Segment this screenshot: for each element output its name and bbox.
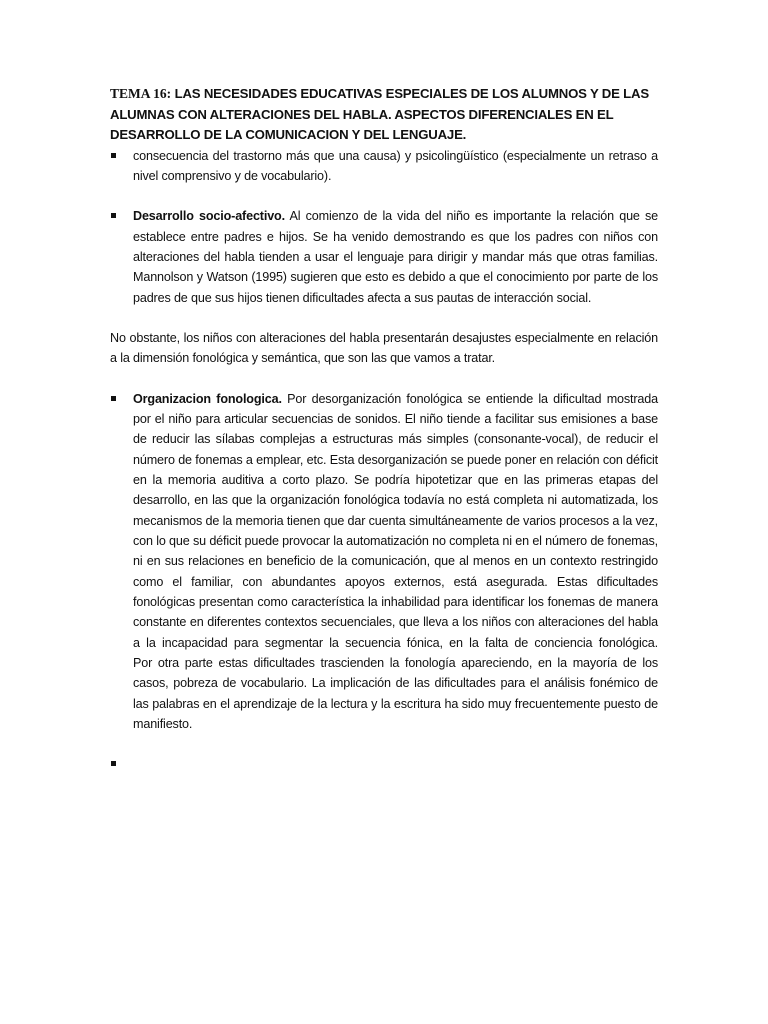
bullet-item-2 — [110, 206, 658, 308]
title-prefix: TEMA 16: — [110, 86, 172, 101]
document-title — [110, 84, 658, 146]
bullet1-text: consecuencia del trastorno más que una causa) y psicolingüístico (especialmente un retraso a nivel comprensivo y de vocabulario). — [133, 148, 658, 183]
bullet-item-empty — [110, 754, 658, 774]
bullet3-heading: Organizacion fonologica. — [133, 391, 282, 406]
paragraph — [110, 328, 658, 369]
bullet-item-3 — [110, 389, 692, 735]
document-page — [110, 84, 692, 774]
bullet3-text: Por desorganización fonológica se entiende la dificultad mostrada por el niño para articular secuencias de sonidos. El niño tiende a facilitar sus emisiones a base de reducir las sílabas complejas a estructuras más simples (consonante-vocal), de reducir el número de fonemas a emplear, etc. Esta desorganización se puede poner en relación con déficit en la memoria auditiva a corto plazo. Se podría hipotetizar que en las primeras etapas del desarrollo, en las que la organización fonológica todavía no está completa ni automatizada, los mecanismos de la memoria tienen que dar cuenta simultáneamente de varios procesos a la vez, con lo que su déficit puede provocar la automatización no completa ni en el número de fonemas, ni en sus relaciones en beneficio de la comunicación, que al menos en un contexto restringido como el familiar, con abundantes apoyos externos, está asegurada. Estas dificultades fonológicas presentan como característica la inhabilidad para identificar los fonemas de manera constante en diferentes contextos secuenciales, que lleva a los niños con alteraciones del habla a la incapacidad para segmentar la secuencia fónica, en la falta de conciencia fonológica. Por otra parte estas dificultades trascienden la fonología apareciendo, en la mayoría de los casos, pobreza de vocabulario. La implicación de las dificultades para el análisis fonémico de las palabras en el aprendizaje de la lectura y la escritura ha sido muy frecuentemente puesto de manifiesto. — [133, 391, 692, 732]
title-text: LAS NECESIDADES EDUCATIVAS ESPECIALES DE LOS ALUMNOS Y DE LAS ALUMNAS CON ALTERACIONES DEL HABLA. ASPECTOS DIFERENCIALES EN EL DESARROLLO DE LA COMUNICACION Y DEL LENGUAJE. — [110, 86, 649, 142]
bullet2-heading: Desarrollo socio-afectivo. — [133, 209, 285, 224]
paragraph-text: No obstante, los niños con alteraciones del habla presentarán desajustes especialmente en relación a la dimensión fonológica y semántica, que son las que vamos a tratar. — [110, 330, 658, 366]
bullet-item-1 — [110, 146, 658, 187]
bullet2-text: Al comienzo de la vida del niño es importante la relación que se establece entre padres e hijos. Se ha venido demostrando es que los padres con niños con alteraciones del habla tienden a usar el lenguaje para dirigir y mandar más que otras familias. Mannolson y Watson (1995) sugieren que esto es debido a que el conocimiento por parte de los padres de que sus hijos tienen dificultades afecta a sus pautas de interacción social. — [133, 209, 658, 305]
